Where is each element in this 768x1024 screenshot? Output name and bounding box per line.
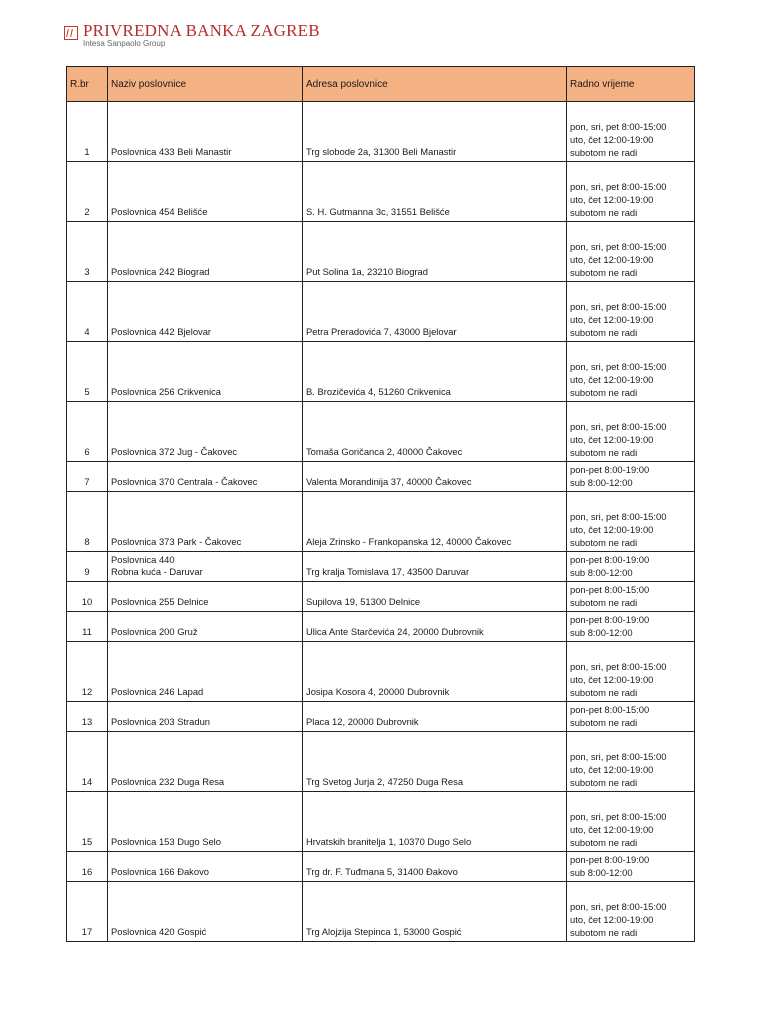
working-hours-line: subotom ne radi bbox=[570, 927, 638, 938]
working-hours-line: pon, sri, pet 8:00-15:00 bbox=[570, 811, 667, 822]
branch-address: Valenta Morandinija 37, 40000 Čakovec bbox=[303, 462, 567, 492]
branch-name: Poslovnica 242 Biograd bbox=[111, 266, 210, 277]
row-number: 10 bbox=[67, 582, 108, 612]
working-hours-line: pon-pet 8:00-15:00 bbox=[570, 584, 650, 595]
branch-name: Poslovnica 200 Gruž bbox=[111, 626, 198, 637]
working-hours-line: pon, sri, pet 8:00-15:00 bbox=[570, 181, 667, 192]
branch-address: Trg dr. F. Tuđmana 5, 31400 Đakovo bbox=[303, 852, 567, 882]
working-hours-line: pon, sri, pet 8:00-15:00 bbox=[570, 121, 667, 132]
branch-name-cell bbox=[108, 582, 303, 612]
working-hours-cell bbox=[567, 702, 695, 732]
working-hours-line: pon, sri, pet 8:00-15:00 bbox=[570, 751, 667, 762]
branch-name-cell bbox=[108, 402, 303, 462]
branch-address: Trg Alojzija Stepinca 1, 53000 Gospić bbox=[303, 882, 567, 942]
working-hours-line: subotom ne radi bbox=[570, 777, 638, 788]
branch-name: Poslovnica 203 Stradun bbox=[111, 716, 211, 727]
table-row bbox=[67, 642, 695, 702]
row-number: 6 bbox=[67, 402, 108, 462]
branch-name-cell bbox=[108, 102, 303, 162]
row-number: 8 bbox=[67, 492, 108, 552]
branch-address: Supilova 19, 51300 Delnice bbox=[303, 582, 567, 612]
working-hours-cell bbox=[567, 582, 695, 612]
working-hours-line: uto, čet 12:00-19:00 bbox=[570, 914, 654, 925]
working-hours-line: sub 8:00-12:00 bbox=[570, 867, 633, 878]
working-hours-line: subotom ne radi bbox=[570, 837, 638, 848]
working-hours-cell bbox=[567, 162, 695, 222]
working-hours-line: pon-pet 8:00-19:00 bbox=[570, 854, 650, 865]
working-hours-line: uto, čet 12:00-19:00 bbox=[570, 134, 654, 145]
working-hours-cell bbox=[567, 282, 695, 342]
row-number: 16 bbox=[67, 852, 108, 882]
branch-name-cell bbox=[108, 462, 303, 492]
branch-address: Placa 12, 20000 Dubrovnik bbox=[303, 702, 567, 732]
table-row bbox=[67, 402, 695, 462]
table-row bbox=[67, 732, 695, 792]
working-hours-line: subotom ne radi bbox=[570, 537, 638, 548]
working-hours-line: subotom ne radi bbox=[570, 717, 638, 728]
branch-name-cell bbox=[108, 282, 303, 342]
working-hours-cell bbox=[567, 102, 695, 162]
table-row bbox=[67, 462, 695, 492]
working-hours-cell bbox=[567, 792, 695, 852]
working-hours-cell bbox=[567, 402, 695, 462]
working-hours-line: pon, sri, pet 8:00-15:00 bbox=[570, 241, 667, 252]
branch-name-cell bbox=[108, 882, 303, 942]
row-number: 11 bbox=[67, 612, 108, 642]
working-hours-line: uto, čet 12:00-19:00 bbox=[570, 824, 654, 835]
branch-name: Poslovnica 440 bbox=[111, 554, 175, 565]
branch-name-cell bbox=[108, 612, 303, 642]
branch-name-cell bbox=[108, 702, 303, 732]
branch-name: Poslovnica 232 Duga Resa bbox=[111, 776, 225, 787]
working-hours-cell bbox=[567, 612, 695, 642]
row-number: 15 bbox=[67, 792, 108, 852]
branch-name-cell bbox=[108, 642, 303, 702]
working-hours-cell bbox=[567, 462, 695, 492]
working-hours-line: uto, čet 12:00-19:00 bbox=[570, 434, 654, 445]
working-hours-line: pon, sri, pet 8:00-15:00 bbox=[570, 661, 667, 672]
row-number: 13 bbox=[67, 702, 108, 732]
working-hours-line: uto, čet 12:00-19:00 bbox=[570, 374, 654, 385]
logo-title: PRIVREDNA BANKA ZAGREB bbox=[83, 21, 320, 40]
branch-name-cell bbox=[108, 852, 303, 882]
working-hours-line: pon, sri, pet 8:00-15:00 bbox=[570, 511, 667, 522]
branch-name-cell bbox=[108, 222, 303, 282]
table-row bbox=[67, 102, 695, 162]
working-hours-line: subotom ne radi bbox=[570, 267, 638, 278]
working-hours-line: subotom ne radi bbox=[570, 327, 638, 338]
working-hours-line: subotom ne radi bbox=[570, 447, 638, 458]
working-hours-line: sub 8:00-12:00 bbox=[570, 567, 633, 578]
working-hours-line: subotom ne radi bbox=[570, 207, 638, 218]
table-body bbox=[67, 102, 695, 942]
branch-address: Trg kralja Tomislava 17, 43500 Daruvar bbox=[303, 552, 567, 582]
row-number: 5 bbox=[67, 342, 108, 402]
table-row bbox=[67, 162, 695, 222]
branch-name-cell bbox=[108, 162, 303, 222]
table-row bbox=[67, 582, 695, 612]
working-hours-cell bbox=[567, 552, 695, 582]
header-number: R.br bbox=[67, 67, 108, 102]
working-hours-line: pon, sri, pet 8:00-15:00 bbox=[570, 421, 667, 432]
header-branch-address: Adresa poslovnice bbox=[303, 67, 567, 102]
row-number: 2 bbox=[67, 162, 108, 222]
branch-name-cell bbox=[108, 792, 303, 852]
branch-name: Poslovnica 433 Beli Manastir bbox=[111, 146, 232, 157]
working-hours-cell bbox=[567, 882, 695, 942]
branch-name: Poslovnica 442 Bjelovar bbox=[111, 326, 212, 337]
working-hours-cell bbox=[567, 492, 695, 552]
working-hours-line: pon-pet 8:00-19:00 bbox=[570, 554, 650, 565]
branch-name: Poslovnica 454 Belišće bbox=[111, 206, 208, 217]
branch-name: Poslovnica 370 Centrala - Čakovec bbox=[111, 476, 258, 487]
branch-address: Hrvatskih branitelja 1, 10370 Dugo Selo bbox=[303, 792, 567, 852]
branch-address: Put Solina 1a, 23210 Biograd bbox=[303, 222, 567, 282]
table-row bbox=[67, 612, 695, 642]
working-hours-line: sub 8:00-12:00 bbox=[570, 627, 633, 638]
branch-name: Robna kuća - Daruvar bbox=[111, 566, 203, 577]
branch-name: Poslovnica 372 Jug - Čakovec bbox=[111, 446, 238, 457]
branch-name: Poslovnica 246 Lapad bbox=[111, 686, 204, 697]
row-number: 3 bbox=[67, 222, 108, 282]
table-row bbox=[67, 792, 695, 852]
working-hours-cell bbox=[567, 732, 695, 792]
branch-name-cell bbox=[108, 492, 303, 552]
bank-logo bbox=[64, 22, 320, 48]
branch-name-cell bbox=[108, 342, 303, 402]
branch-name-cell bbox=[108, 732, 303, 792]
logo-subtitle: Intesa Sanpaolo Group bbox=[83, 39, 166, 48]
working-hours-line: uto, čet 12:00-19:00 bbox=[570, 674, 654, 685]
row-number: 14 bbox=[67, 732, 108, 792]
table-row bbox=[67, 222, 695, 282]
working-hours-line: pon-pet 8:00-19:00 bbox=[570, 464, 650, 475]
working-hours-line: uto, čet 12:00-19:00 bbox=[570, 254, 654, 265]
branch-address: S. H. Gutmanna 3c, 31551 Belišće bbox=[303, 162, 567, 222]
branch-address: Petra Preradovića 7, 43000 Bjelovar bbox=[303, 282, 567, 342]
table-row bbox=[67, 552, 695, 582]
working-hours-line: subotom ne radi bbox=[570, 147, 638, 158]
bank-logo-icon bbox=[64, 26, 78, 40]
working-hours-line: sub 8:00-12:00 bbox=[570, 477, 633, 488]
row-number: 1 bbox=[67, 102, 108, 162]
row-number: 17 bbox=[67, 882, 108, 942]
table-row bbox=[67, 342, 695, 402]
working-hours-line: pon, sri, pet 8:00-15:00 bbox=[570, 361, 667, 372]
working-hours-cell bbox=[567, 222, 695, 282]
table-row bbox=[67, 282, 695, 342]
working-hours-line: uto, čet 12:00-19:00 bbox=[570, 194, 654, 205]
table-row bbox=[67, 852, 695, 882]
branches-table bbox=[66, 66, 695, 942]
working-hours-line: subotom ne radi bbox=[570, 387, 638, 398]
branch-address: Trg slobode 2a, 31300 Beli Manastir bbox=[303, 102, 567, 162]
table-row bbox=[67, 882, 695, 942]
table-header-row bbox=[67, 67, 695, 102]
branch-name-cell bbox=[108, 552, 303, 582]
branch-name: Poslovnica 166 Đakovo bbox=[111, 866, 209, 877]
branch-address: Tomaša Goričanca 2, 40000 Čakovec bbox=[303, 402, 567, 462]
working-hours-line: uto, čet 12:00-19:00 bbox=[570, 314, 654, 325]
working-hours-line: pon-pet 8:00-15:00 bbox=[570, 704, 650, 715]
working-hours-line: pon-pet 8:00-19:00 bbox=[570, 614, 650, 625]
branch-address: B. Brozičevića 4, 51260 Crikvenica bbox=[303, 342, 567, 402]
branch-address: Ulica Ante Starčevića 24, 20000 Dubrovnik bbox=[303, 612, 567, 642]
branch-name: Poslovnica 153 Dugo Selo bbox=[111, 836, 221, 847]
table-row bbox=[67, 702, 695, 732]
working-hours-cell bbox=[567, 852, 695, 882]
working-hours-line: pon, sri, pet 8:00-15:00 bbox=[570, 901, 667, 912]
table-row bbox=[67, 492, 695, 552]
working-hours-cell bbox=[567, 642, 695, 702]
working-hours-line: pon, sri, pet 8:00-15:00 bbox=[570, 301, 667, 312]
header-working-hours: Radno vrijeme bbox=[567, 67, 695, 102]
working-hours-line: subotom ne radi bbox=[570, 597, 638, 608]
working-hours-line: uto, čet 12:00-19:00 bbox=[570, 524, 654, 535]
row-number: 4 bbox=[67, 282, 108, 342]
row-number: 7 bbox=[67, 462, 108, 492]
branch-address: Aleja Zrinsko - Frankopanska 12, 40000 Čakovec bbox=[303, 492, 567, 552]
branch-address: Trg Svetog Jurja 2, 47250 Duga Resa bbox=[303, 732, 567, 792]
row-number: 9 bbox=[67, 552, 108, 582]
working-hours-line: uto, čet 12:00-19:00 bbox=[570, 764, 654, 775]
branch-name: Poslovnica 420 Gospić bbox=[111, 926, 207, 937]
header-branch-name: Naziv poslovnice bbox=[108, 67, 303, 102]
branch-name: Poslovnica 255 Delnice bbox=[111, 596, 209, 607]
branch-name: Poslovnica 256 Crikvenica bbox=[111, 386, 221, 397]
row-number: 12 bbox=[67, 642, 108, 702]
working-hours-cell bbox=[567, 342, 695, 402]
working-hours-line: subotom ne radi bbox=[570, 687, 638, 698]
branch-address: Josipa Kosora 4, 20000 Dubrovnik bbox=[303, 642, 567, 702]
branch-name: Poslovnica 373 Park - Čakovec bbox=[111, 536, 242, 547]
